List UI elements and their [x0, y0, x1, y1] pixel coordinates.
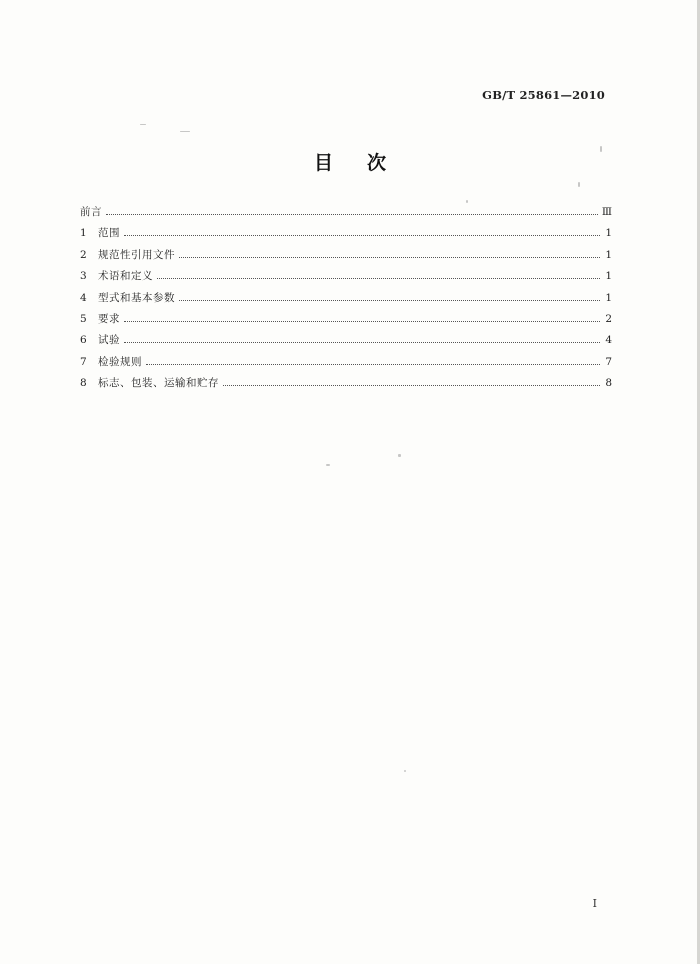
- toc-entry-number: 1: [80, 227, 87, 240]
- toc-entry-label: 前言: [80, 206, 102, 218]
- toc-title: 目次: [313, 152, 420, 174]
- toc-entry-page: 1: [605, 227, 612, 240]
- standard-number: GB/T 25861—2010: [482, 88, 605, 102]
- toc-entry-number: 8: [80, 377, 87, 390]
- scan-speck: [600, 146, 602, 152]
- toc-entry-page: 1: [605, 291, 612, 304]
- scan-speck: [140, 124, 146, 125]
- toc-entry-label: 范围: [98, 227, 120, 240]
- scan-speck: [404, 770, 406, 772]
- dot-leader: [124, 342, 600, 343]
- scan-speck: [578, 182, 580, 187]
- toc-entry-normative-references[interactable]: [80, 247, 612, 268]
- toc-entry-label: 规范性引用文件: [98, 248, 175, 261]
- toc-entry-inspection-rules[interactable]: [80, 354, 612, 375]
- table-of-contents: [80, 204, 612, 397]
- toc-entry-marking-packaging[interactable]: [80, 375, 612, 396]
- toc-entry-preface[interactable]: [80, 204, 612, 225]
- scan-speck: [180, 131, 190, 132]
- toc-entry-label: 要求: [98, 312, 120, 325]
- dot-leader: [124, 235, 600, 236]
- dot-leader: [179, 300, 600, 301]
- toc-entry-number: 3: [80, 270, 87, 283]
- scan-speck: [466, 200, 468, 203]
- toc-entry-page: 1: [605, 270, 612, 283]
- toc-entry-label: 标志、包装、运输和贮存: [98, 377, 219, 390]
- toc-entry-label: 试验: [98, 334, 120, 347]
- dot-leader: [157, 278, 600, 279]
- toc-entry-label: 检验规则: [98, 355, 142, 368]
- toc-entry-page: 7: [605, 355, 612, 368]
- toc-entry-number: 5: [80, 312, 87, 325]
- toc-entry-label: 型式和基本参数: [98, 291, 175, 304]
- toc-entry-number: 2: [80, 248, 87, 261]
- toc-entry-number: 6: [80, 334, 87, 347]
- dot-leader: [179, 257, 600, 258]
- toc-entry-page: 8: [605, 377, 612, 390]
- scan-speck: [326, 464, 330, 466]
- dot-leader: [223, 385, 600, 386]
- toc-entry-terms-definitions[interactable]: [80, 268, 612, 289]
- toc-entry-requirements[interactable]: [80, 311, 612, 332]
- toc-entry-number: 4: [80, 291, 87, 304]
- dot-leader: [146, 364, 600, 365]
- toc-entry-scope[interactable]: [80, 225, 612, 246]
- dot-leader: [124, 321, 600, 322]
- page-number: Ⅰ: [592, 897, 597, 910]
- toc-entry-number: 7: [80, 355, 87, 368]
- toc-entry-tests[interactable]: [80, 332, 612, 353]
- scan-speck: [398, 454, 401, 457]
- toc-entry-page: 2: [605, 312, 612, 325]
- toc-entry-page: 1: [605, 248, 612, 261]
- dot-leader: [106, 214, 598, 215]
- toc-entry-types-parameters[interactable]: [80, 290, 612, 311]
- toc-entry-page: 4: [605, 334, 612, 347]
- toc-entry-label: 术语和定义: [98, 270, 153, 283]
- toc-entry-page: Ⅲ: [601, 206, 612, 218]
